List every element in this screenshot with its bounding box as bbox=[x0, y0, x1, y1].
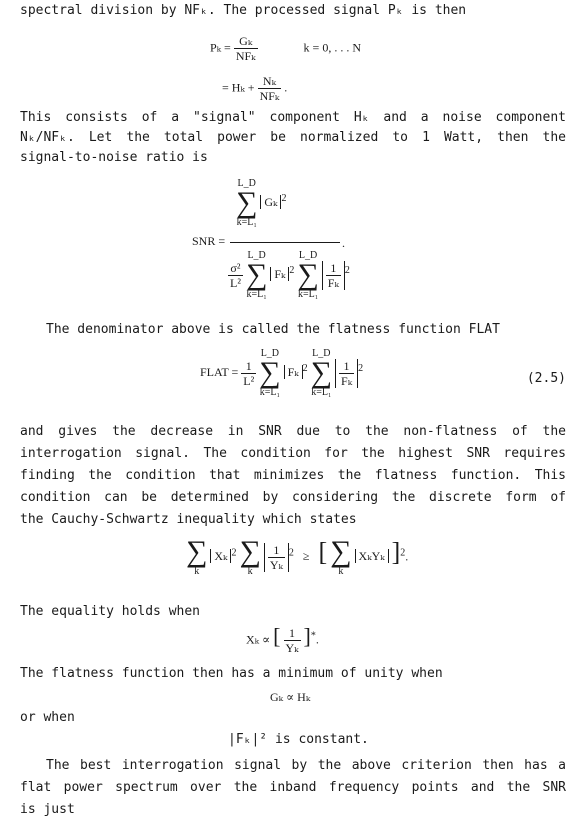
denominator: Fₖ bbox=[327, 275, 339, 290]
abs-term: Xₖ bbox=[210, 549, 231, 563]
numerator: 1 bbox=[284, 626, 301, 641]
denominator: L² bbox=[243, 373, 255, 388]
text-line: the Cauchy-Schwartz inequality which states bbox=[20, 512, 357, 527]
text-line: or when bbox=[20, 710, 75, 725]
denominator: NFₖ bbox=[235, 49, 256, 63]
equation-equality: Xₖ ∝ [ $\frac{1}{\text{Yₖ}}$ ]*. bbox=[246, 623, 319, 655]
abs-term: Fₖ bbox=[270, 267, 289, 281]
equation-number: (2.5) bbox=[526, 371, 566, 386]
text-line: The flatness function then has a minimum of unity when bbox=[20, 666, 443, 681]
text-line: finding the condition that minimizes the flatness function. This bbox=[20, 468, 566, 483]
abs-term: Gₖ bbox=[260, 195, 281, 209]
text-line: Nₖ/NFₖ. Let the total power be normalized to 1 Watt, then the bbox=[20, 130, 566, 145]
abs-term: XₖYₖ bbox=[355, 549, 389, 563]
abs-term: Fₖ bbox=[284, 365, 303, 379]
sum-lower: k bbox=[338, 566, 344, 577]
snr-denominator: $\frac{\text{σ²}}{\text{L²}}$ L_D ∑ k=L₁ Fₖ $^2$ L_D ∑ k=L₁ $\frac{1}{\text{Fₖ}}$ $^2$ bbox=[230, 250, 350, 300]
fraction bbox=[241, 359, 256, 388]
fraction bbox=[228, 261, 243, 290]
sum-upper: L_D bbox=[260, 348, 280, 359]
equation-cauchy-schwartz: ∑ k Xₖ $^2$ ∑ k $\frac{1}{\text{Yₖ}}$ $^2$ ≥ [ ∑ k XₖYₖ ]$^2$. bbox=[186, 535, 409, 577]
fraction-bar bbox=[230, 242, 340, 243]
sum-lower: k=L₁ bbox=[259, 387, 280, 398]
abs-term bbox=[264, 543, 289, 572]
sum-symbol: ∑ k bbox=[186, 535, 208, 577]
text-line: |Fₖ|² is constant. bbox=[228, 732, 369, 747]
equation-flat: FLAT = $\frac{1}{\text{L²}}$ L_D ∑ k=L₁ Fₖ $^2$ L_D ∑ k=L₁ $\frac{1}{\text{Fₖ}}$ $^2$ bbox=[200, 348, 364, 398]
numerator: Gₖ bbox=[234, 34, 258, 49]
abs-term bbox=[322, 261, 345, 290]
text-line: The best interrogation signal by the above criterion then has a bbox=[46, 758, 566, 773]
sum-symbol: L_D ∑ k=L₁ bbox=[236, 178, 258, 228]
fraction bbox=[234, 34, 258, 63]
text-line: The denominator above is called the flatness function FLAT bbox=[46, 322, 500, 337]
denominator: Yₖ bbox=[285, 641, 299, 655]
text-line: interrogation signal. The condition for the highest SNR requires bbox=[20, 446, 566, 461]
denominator: L² bbox=[230, 275, 241, 290]
sum-symbol: ∑ k bbox=[239, 535, 261, 577]
denominator: NFₖ bbox=[259, 89, 280, 103]
numerator: 1 bbox=[339, 359, 354, 374]
eq-lhs: Xₖ ∝ bbox=[246, 632, 271, 647]
sum-upper: L_D bbox=[237, 178, 256, 189]
eq-lhs: FLAT = bbox=[200, 364, 239, 379]
equation-pk-2: = Hₖ + $\frac{\text{Nₖ}}{\text{NFₖ}}$ . bbox=[222, 74, 288, 103]
sum-lower: k=L₁ bbox=[246, 289, 267, 300]
sum-symbol: L_D ∑ k=L₁ bbox=[297, 250, 319, 300]
relation: ≥ bbox=[302, 549, 310, 564]
sum-upper: L_D bbox=[298, 250, 318, 261]
sum-lower: k=L₁ bbox=[311, 387, 332, 398]
sum-lower: k=L₁ bbox=[297, 289, 319, 300]
denominator: Fₖ bbox=[341, 373, 353, 388]
sum-symbol: ∑ k bbox=[330, 535, 352, 577]
text-line: signal-to-noise ratio is bbox=[20, 150, 208, 165]
numerator: σ² bbox=[228, 261, 243, 276]
sum-symbol: L_D ∑ k=L₁ bbox=[310, 348, 333, 398]
denominator: Yₖ bbox=[269, 558, 283, 572]
eq-lhs: = Hₖ + bbox=[222, 80, 255, 95]
text-line: and gives the decrease in SNR due to the non-flatness of the bbox=[20, 424, 566, 439]
numerator: 1 bbox=[241, 359, 256, 374]
sum-symbol: L_D ∑ k=L₁ bbox=[259, 348, 281, 398]
snr-numerator: L_D ∑ k=L₁ Gₖ $^2$ bbox=[236, 178, 287, 228]
sum-upper: L_D bbox=[247, 250, 266, 261]
sum-upper: L_D bbox=[312, 348, 331, 359]
abs-term bbox=[335, 359, 358, 388]
text-line: condition can be determined by considering the discrete form of bbox=[20, 490, 566, 505]
text-line: flat power spectrum over the inband frequency points and the SNR bbox=[20, 780, 566, 795]
equation-gh: Gₖ ∝ Hₖ bbox=[270, 690, 311, 704]
numerator: Nₖ bbox=[258, 74, 282, 89]
document-page: spectral division by NFₖ. The processed signal Pₖ is then Pₖ = $\frac{\text{Gₖ}}{\text{NFₖ}}$ k = 0, . . . N = Hₖ + $\frac{\text{Nₖ}}{\text{NFₖ}}$ . This consists of a "signal" component Hₖ and a noise component Nₖ/NFₖ. Let the total power be normalized to 1 Watt, then the signal-to-noise ratio is SNR = L_D ∑ k=L₁ Gₖ $^2$ . $\frac{\text{σ²}}{\text{L²}}$ L_D ∑ k=L₁ Fₖ $^2$ L_D ∑ k=L₁ $\frac{1}{\text{Fₖ}}$ $^2$ The denominator above is called the flatness function FLAT FLAT = $\frac{1}{\text{L²}}$ L_D ∑ k=L₁ Fₖ $^2$ L_D ∑ k=L₁ $\frac{1}{\text{Fₖ}}$ $^2$ (2.5) and gives the decrease in SNR due to the non-flatness of the interrogation signal. The condition for the highest SNR requires finding the condition that minimizes the flatness function. This condition can be determined by considering the discrete form of the Cauchy-Schwartz inequality which states ∑ k Xₖ $^2$ ∑ k $\frac{1}{\text{Yₖ}}$ $^2$ ≥ [ ∑ k XₖYₖ ]$^2$. The equality holds when Xₖ ∝ [ $\frac{1}{\text{Yₖ}}$ ]*. The flatness function then has a minimum of unity when Gₖ ∝ Hₖ or when |Fₖ|² is constant. The best interrogation signal by the above criterion then has a flat power spectrum over the inband frequency points and the SNR is just bbox=[20, 3, 566, 817]
sum-lower: k=L₁ bbox=[236, 217, 257, 228]
snr-lhs: SNR = bbox=[192, 234, 226, 248]
text-line: The equality holds when bbox=[20, 604, 201, 619]
numerator: 1 bbox=[326, 261, 341, 276]
sum-symbol: L_D ∑ k=L₁ bbox=[245, 250, 268, 300]
fraction bbox=[258, 74, 282, 103]
conjugate-mark: * bbox=[310, 630, 316, 642]
text-line: is just bbox=[20, 802, 75, 817]
sum-lower: k bbox=[247, 566, 253, 577]
sum-lower: k bbox=[194, 566, 200, 577]
eq-range: k = 0, . . . N bbox=[303, 40, 361, 55]
eq-lhs: Pₖ = bbox=[210, 40, 231, 55]
equation-pk bbox=[210, 34, 361, 63]
numerator: 1 bbox=[268, 543, 285, 558]
text-line: spectral division by NFₖ. The processed signal Pₖ is then bbox=[20, 3, 467, 18]
text-line: This consists of a "signal" component Hₖ and a noise component bbox=[20, 110, 566, 125]
